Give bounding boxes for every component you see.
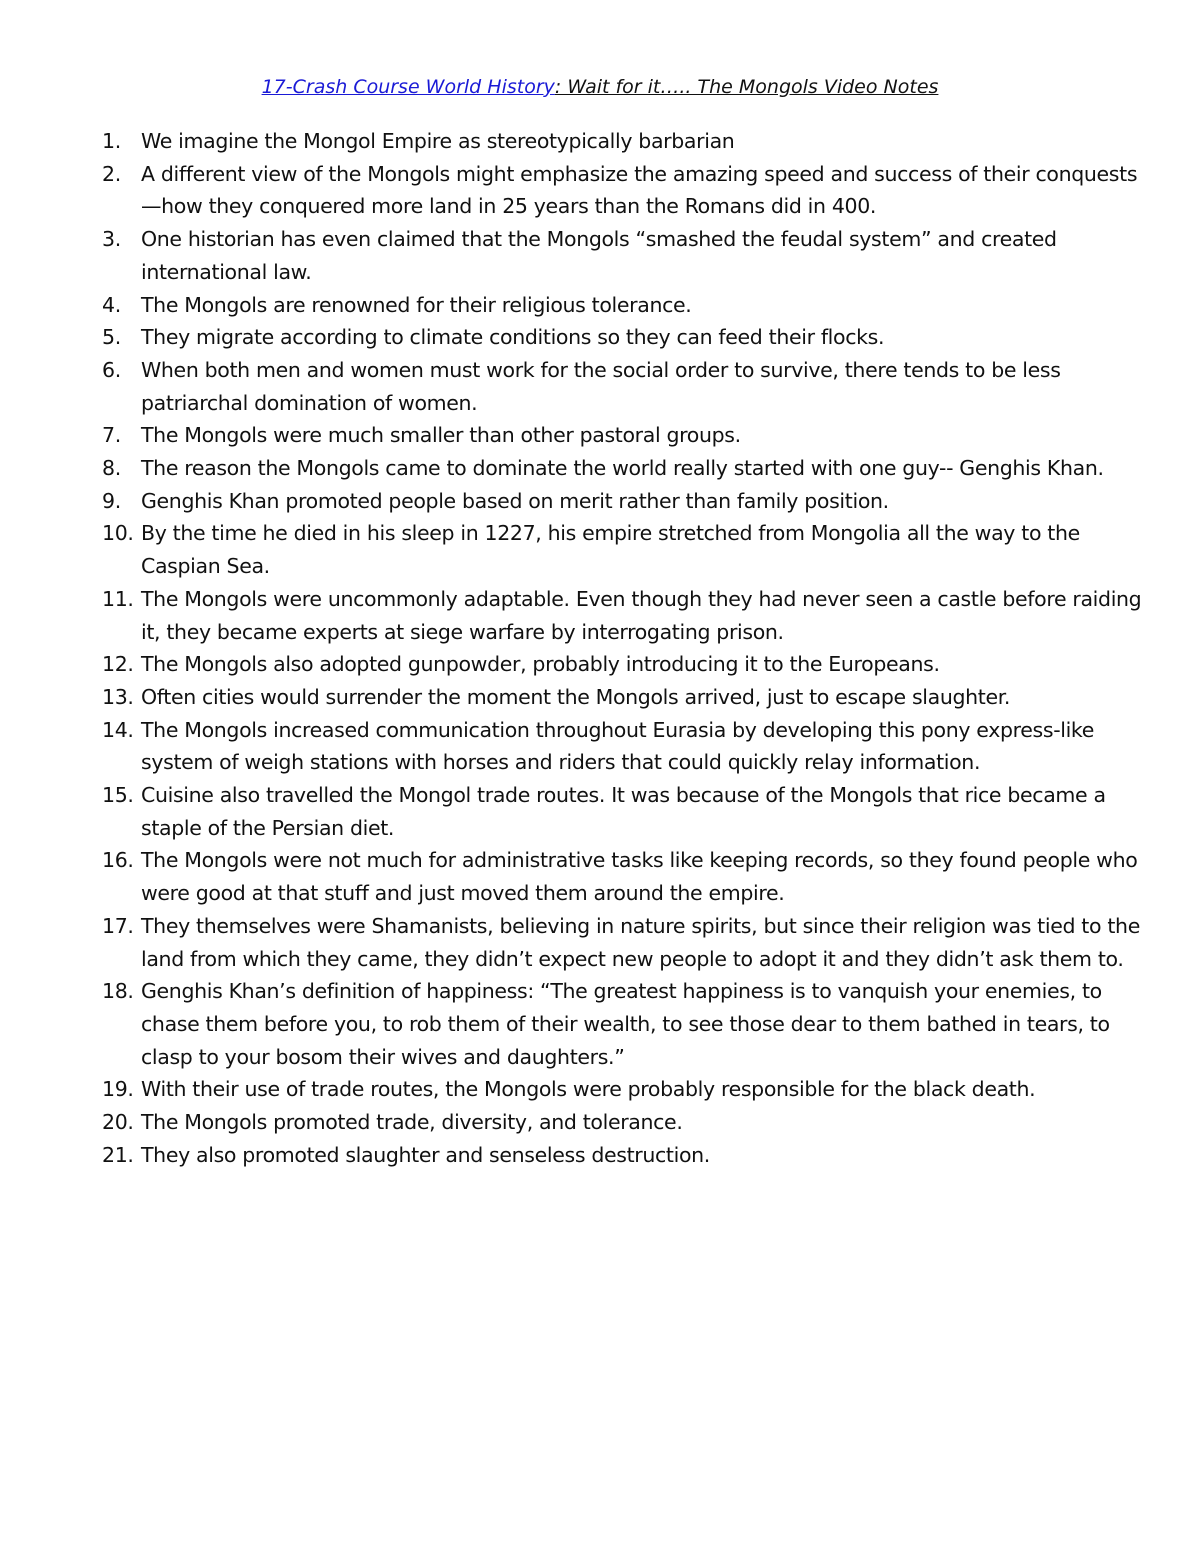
note-item [102,158,1142,223]
note-number: 15. [102,783,134,808]
note-number: 14. [102,717,134,742]
title-link[interactable]: 17-Crash Course World History [261,76,555,98]
note-item [102,583,1142,648]
note-item [102,975,1142,1073]
note-number: 6. [102,357,121,382]
note-text: The Mongols were much smaller than other pastoral groups. [141,423,741,448]
note-number: 17. [102,913,134,938]
note-item [102,321,1142,354]
note-number: 7. [102,423,121,448]
note-text: The Mongols were not much for administrative tasks like keeping records, so they found people who were good at that stuff and just moved them around the empire. [141,848,1138,906]
note-number: 11. [102,586,134,611]
notes-list [102,125,1142,1172]
note-number: 12. [102,652,134,677]
note-item [102,223,1142,288]
note-text: One historian has even claimed that the Mongols “smashed the feudal system” and created international law. [141,227,1057,284]
note-number: 8. [102,456,121,481]
note-text: They migrate according to climate conditions so they can feed their flocks. [141,325,885,350]
note-text: The Mongols promoted trade, diversity, and tolerance. [141,1110,683,1135]
title-subtitle: : Wait for it….. The Mongols Video Notes [554,76,939,98]
note-text: Genghis Khan’s definition of happiness: “The greatest happiness is to vanquish your enemies, to chase them before you, to rob them of their wealth, to see those dear to them bathed in tears, to clasp to your bosom their wives and daughters.” [141,979,1110,1069]
note-item [102,354,1142,419]
note-item [102,485,1142,518]
note-number: 21. [102,1142,134,1167]
note-item [102,289,1142,322]
note-text: A different view of the Mongols might emphasize the amazing speed and success of their conquests—how they conquered more land in 25 years than the Romans did in 400. [141,161,1138,219]
note-text: Often cities would surrender the moment the Mongols arrived, just to escape slaughter. [141,684,1011,709]
note-text: The reason the Mongols came to dominate the world really started with one guy-- Genghis Khan. [141,456,1104,481]
note-number: 19. [102,1077,134,1102]
note-text: The Mongols were uncommonly adaptable. Even though they had never seen a castle before raiding it, they became experts at siege warfare by interrogating prison. [141,586,1142,644]
note-number: 1. [102,129,121,153]
note-item [102,844,1142,909]
note-text: Genghis Khan promoted people based on merit rather than family position. [141,488,889,513]
note-number: 5. [102,325,121,350]
note-item [102,1106,1142,1139]
note-item [102,714,1142,779]
note-text: The Mongols also adopted gunpowder, probably introducing it to the Europeans. [141,652,940,677]
note-item [102,125,1142,158]
note-item [102,779,1142,844]
note-text: The Mongols increased communication throughout Eurasia by developing this pony express-like system of weigh stations with horses and riders that could quickly relay information. [141,717,1094,775]
note-number: 10. [102,521,134,546]
note-number: 16. [102,848,134,873]
note-item [102,419,1142,452]
document-title [0,74,1200,100]
note-item [102,452,1142,485]
note-text: With their use of trade routes, the Mongols were probably responsible for the black death. [141,1077,1036,1102]
note-text: They themselves were Shamanists, believing in nature spirits, but since their religion was tied to the land from which they came, they didn’t expect new people to adopt it and they didn’t ask them to. [141,913,1140,971]
note-text: When both men and women must work for the social order to survive, there tends to be less patriarchal domination of women. [141,357,1061,415]
note-text: By the time he died in his sleep in 1227, his empire stretched from Mongolia all the way to the Caspian Sea. [141,521,1080,579]
note-text: Cuisine also travelled the Mongol trade routes. It was because of the Mongols that rice became a staple of the Persian diet. [141,783,1106,840]
note-text: They also promoted slaughter and senseless destruction. [141,1142,710,1167]
note-number: 20. [102,1110,134,1135]
note-number: 4. [102,292,121,317]
note-item [102,517,1142,582]
note-item [102,1139,1142,1172]
note-item [102,910,1142,975]
note-number: 18. [102,979,134,1004]
note-number: 13. [102,684,134,709]
note-item [102,681,1142,714]
note-number: 2. [102,161,121,186]
note-number: 3. [102,227,121,252]
note-number: 9. [102,488,121,513]
note-text: We imagine the Mongol Empire as stereotypically barbarian [141,129,735,153]
note-item [102,1073,1142,1106]
note-text: The Mongols are renowned for their religious tolerance. [141,292,692,317]
note-item [102,648,1142,681]
